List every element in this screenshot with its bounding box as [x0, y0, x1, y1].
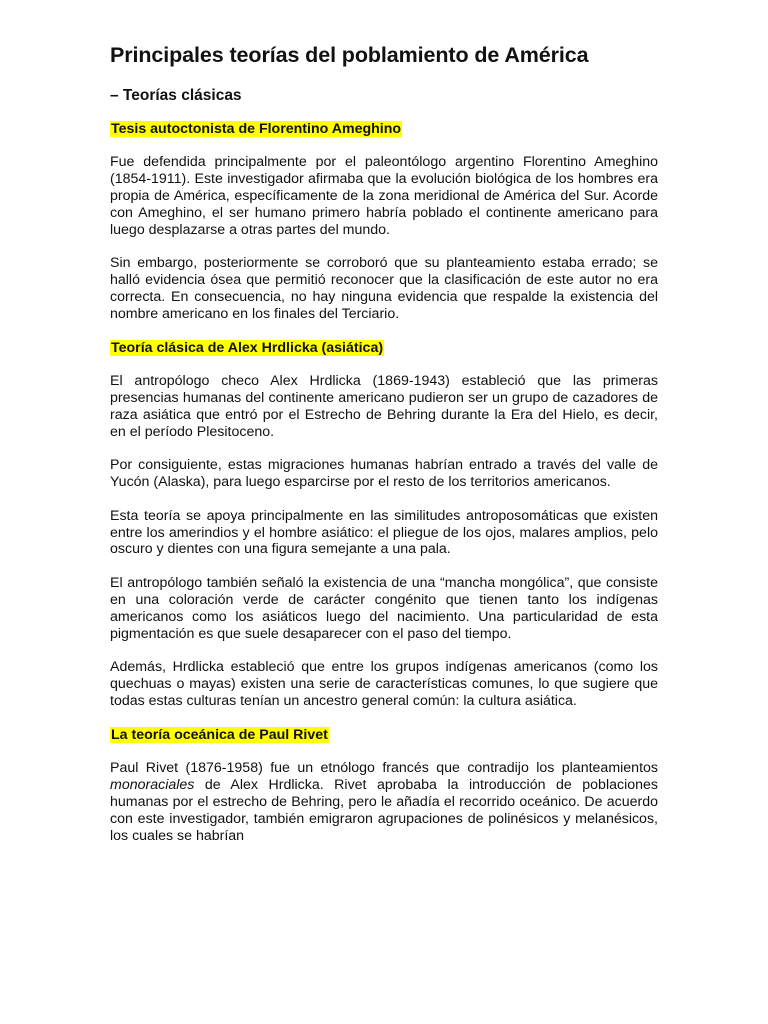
highlighted-heading-text: Teoría clásica de Alex Hrdlicka (asiática) — [111, 340, 384, 357]
document-subtitle: – Teorías clásicas — [110, 87, 242, 104]
paragraph: Por consiguiente, estas migraciones humanas habrían entrado a través del valle de Yucón (Alaska), para luego esparcirse por el resto de los territorios americanos. — [110, 457, 658, 491]
paragraph-rivet: Paul Rivet (1876-1958) fue un etnólogo francés que contradijo los planteamientos monoraciales de Alex Hrdlicka. Rivet aprobaba la introducción de poblaciones humanas por el estrecho de Behring, pero le añadía el recorrido oceánico. De acuerdo con este investigador, también emigraron agrupaciones de polinésicos y melanésicos, los cuales se habrían — [110, 760, 658, 844]
paragraph: Sin embargo, posteriormente se corroboró que su planteamiento estaba errado; se halló evidencia ósea que permitió reconocer que la clasificación de este autor no era correcta. En consecuencia, no hay ninguna evidencia que respalde la existencia del nombre americano en los finales del Terciario. — [110, 255, 658, 322]
italic-term: monoraciales — [110, 777, 195, 794]
paragraph: Fue defendida principalmente por el paleontólogo argentino Florentino Ameghino (1854-1911). Este investigador afirmaba que la evolución biológica de los hombres era propia de América, específicamente de la zona meridional de América del Sur. Acorde con Ameghino, el ser humano primero habría poblado el continente americano para luego desplazarse a otras partes del mundo. — [110, 154, 658, 238]
paragraph: Esta teoría se apoya principalmente en las similitudes antroposomáticas que existen entre los amerindios y el hombre asiático: el pliegue de los ojos, malares amplios, pelo oscuro y dientes con una figura semejante a una pala. — [110, 507, 658, 558]
highlighted-heading-text: La teoría oceánica de Paul Rivet — [111, 727, 328, 744]
paragraph: Además, Hrdlicka estableció que entre los grupos indígenas americanos (como los quechuas o mayas) existen una serie de características comunes, lo que sugiere que todas estas culturas tenían un ancestro general común: la cultura asiática. — [110, 658, 658, 709]
paragraph: El antropólogo checo Alex Hrdlicka (1869-1943) estableció que las primeras presencias humanas del continente americano pudieron ser un grupo de cazadores de raza asiática que entró por el Estrecho de Behring durante la Era del Hielo, es decir, en el período Plesitoceno. — [110, 373, 658, 440]
highlighted-heading-text: Tesis autoctonista de Florentino Ameghino — [111, 121, 402, 137]
section-heading-hrdlicka — [110, 339, 658, 357]
section-heading-rivet — [110, 726, 658, 744]
document-title: Principales teorías del poblamiento de América — [110, 43, 589, 67]
document-page — [110, 40, 658, 845]
section-heading-ameghino — [110, 120, 658, 138]
paragraph: El antropólogo también señaló la existencia de una “mancha mongólica”, que consiste en una coloración verde de carácter congénito que tienen tanto los indígenas americanos como los asiáticos luego del nacimiento. Una particularidad de esta pigmentación es que suele desaparecer con el paso del tiempo. — [110, 574, 658, 642]
